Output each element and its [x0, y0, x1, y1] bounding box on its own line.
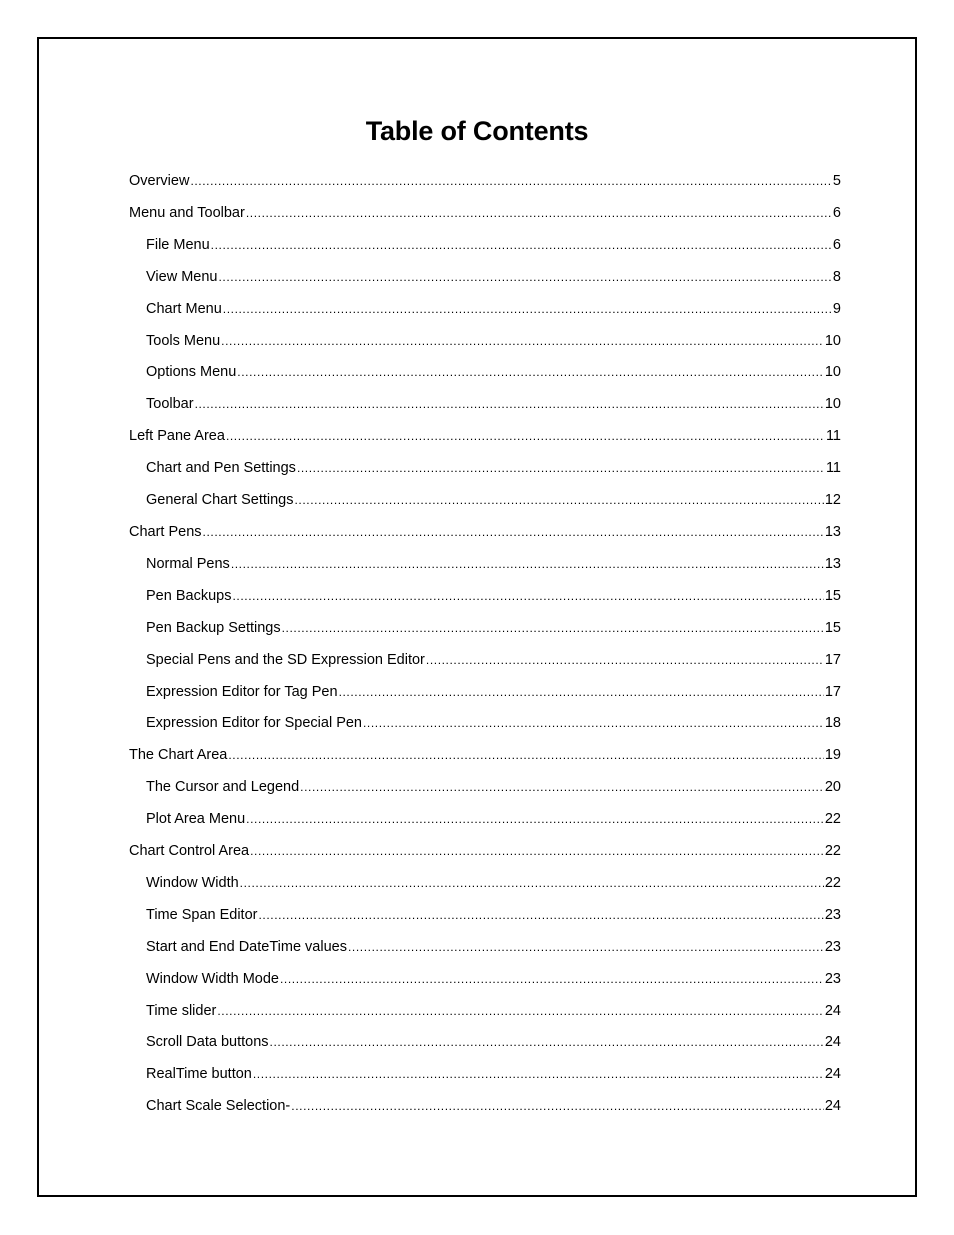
toc-entry-subsection[interactable] [129, 772, 841, 804]
toc-entry-page-number[interactable]: 22 [824, 874, 841, 891]
toc-entry-page-number[interactable]: 18 [824, 715, 841, 732]
toc-entry-label[interactable]: Pen Backup Settings [146, 619, 281, 636]
toc-dot-leader [363, 708, 824, 740]
toc-entry-page-number[interactable]: 13 [824, 555, 841, 572]
toc-entry-label[interactable]: RealTime button [146, 1066, 252, 1083]
toc-dot-leader [223, 294, 832, 326]
toc-entry-page-number[interactable]: 11 [825, 460, 841, 477]
toc-entry-label[interactable]: Overview [129, 173, 190, 189]
toc-entry-subsection[interactable] [129, 294, 841, 326]
toc-entry-page-number[interactable]: 10 [824, 396, 841, 413]
toc-entry-page-number[interactable]: 10 [824, 364, 841, 381]
toc-entry-section[interactable] [129, 198, 841, 230]
toc-entry-label[interactable]: Options Menu [146, 364, 237, 381]
toc-entry-page-number[interactable]: 22 [824, 843, 841, 860]
toc-dot-leader [282, 613, 824, 645]
toc-entry-page-number[interactable]: 23 [824, 938, 841, 955]
toc-entry-label[interactable]: Menu and Toolbar [129, 204, 245, 221]
toc-entry-page-number[interactable]: 9 [832, 300, 841, 317]
toc-entry-label[interactable]: Chart Pens [129, 523, 202, 540]
toc-dot-leader [190, 166, 831, 198]
toc-entry-section[interactable] [129, 836, 841, 868]
toc-entry-subsection[interactable] [129, 964, 841, 996]
toc-entry-label[interactable]: Expression Editor for Special Pen [146, 715, 362, 732]
toc-entry-section[interactable] [129, 166, 841, 198]
toc-dot-leader [339, 677, 824, 709]
toc-entry-section[interactable] [129, 421, 841, 453]
toc-entry-subsection[interactable] [129, 549, 841, 581]
toc-dot-leader [253, 1059, 824, 1091]
toc-dot-leader [295, 485, 824, 517]
toc-entry-label[interactable]: Left Pane Area [129, 428, 225, 445]
toc-entry-page-number[interactable]: 8 [832, 268, 841, 285]
toc-dot-leader [426, 645, 824, 677]
toc-entry-page-number[interactable]: 23 [824, 970, 841, 987]
toc-entry-subsection[interactable] [129, 262, 841, 294]
toc-entry-label[interactable]: Tools Menu [146, 332, 221, 349]
toc-entry-page-number[interactable]: 24 [824, 1002, 841, 1019]
toc-entry-subsection[interactable] [129, 708, 841, 740]
toc-entry-label[interactable]: View Menu [146, 268, 218, 285]
toc-entry-label[interactable]: Start and End DateTime values [146, 938, 347, 955]
toc-entry-page-number[interactable]: 10 [824, 332, 841, 349]
toc-entry-label[interactable]: General Chart Settings [146, 492, 294, 509]
toc-entry-page-number[interactable]: 24 [824, 1034, 841, 1051]
toc-entry-page-number[interactable]: 6 [832, 236, 841, 253]
toc-entry-subsection[interactable] [129, 485, 841, 517]
toc-entry-section[interactable] [129, 517, 841, 549]
toc-dot-leader [291, 1091, 824, 1123]
toc-dot-leader [270, 1027, 824, 1059]
toc-entry-subsection[interactable] [129, 453, 841, 485]
toc-entry-label[interactable]: Chart Scale Selection- [146, 1098, 291, 1115]
toc-entry-subsection[interactable] [129, 868, 841, 900]
toc-entry-subsection[interactable] [129, 1027, 841, 1059]
toc-entry-subsection[interactable] [129, 677, 841, 709]
toc-dot-leader [237, 357, 824, 389]
toc-entry-subsection[interactable] [129, 389, 841, 421]
toc-entry-subsection[interactable] [129, 613, 841, 645]
toc-entry-label[interactable]: Special Pens and the SD Expression Editor [146, 651, 425, 668]
toc-entry-label[interactable]: Toolbar [146, 396, 194, 413]
toc-dot-leader [228, 740, 824, 772]
toc-dot-leader [250, 836, 824, 868]
toc-dot-leader [240, 868, 824, 900]
toc-entry-page-number[interactable]: 11 [825, 428, 841, 445]
toc-dot-leader [348, 932, 824, 964]
toc-entry-page-number[interactable]: 15 [824, 587, 841, 604]
toc-entry-subsection[interactable] [129, 1059, 841, 1091]
toc-dot-leader [226, 421, 825, 453]
toc-entry-subsection[interactable] [129, 932, 841, 964]
toc-entry-subsection[interactable] [129, 804, 841, 836]
toc-entry-page-number[interactable]: 19 [824, 747, 841, 764]
toc-dot-leader [211, 230, 832, 262]
toc-entry-label[interactable]: Time Span Editor [146, 906, 258, 923]
toc-entry-subsection[interactable] [129, 1091, 841, 1123]
toc-entry-label[interactable]: Window Width [146, 874, 239, 891]
toc-entry-label[interactable]: Normal Pens [146, 555, 230, 572]
toc-entry-subsection[interactable] [129, 357, 841, 389]
toc-dot-leader [297, 453, 825, 485]
table-of-contents [129, 166, 841, 1123]
toc-entry-page-number[interactable]: 20 [824, 779, 841, 796]
toc-entry-label[interactable]: File Menu [146, 236, 210, 253]
toc-entry-label[interactable]: Pen Backups [146, 587, 232, 604]
toc-entry-page-number[interactable]: 13 [824, 523, 841, 540]
toc-entry-page-number[interactable]: 22 [824, 811, 841, 828]
toc-entry-subsection[interactable] [129, 645, 841, 677]
page-title: Table of Contents [365, 116, 589, 146]
toc-entry-label[interactable]: Plot Area Menu [146, 811, 246, 828]
toc-entry-subsection[interactable] [129, 581, 841, 613]
toc-dot-leader [218, 262, 831, 294]
toc-entry-page-number[interactable]: 24 [824, 1066, 841, 1083]
toc-entry-subsection[interactable] [129, 326, 841, 358]
toc-entry-page-number[interactable]: 15 [824, 619, 841, 636]
toc-dot-leader [232, 581, 823, 613]
toc-entry-label[interactable]: Time slider [146, 1002, 217, 1019]
toc-entry-label[interactable]: Chart Control Area [129, 843, 250, 860]
toc-dot-leader [246, 198, 832, 230]
toc-dot-leader [195, 389, 824, 421]
toc-dot-leader [203, 517, 824, 549]
toc-entry-subsection[interactable] [129, 230, 841, 262]
toc-entry-page-number[interactable]: 23 [824, 906, 841, 923]
toc-entry-subsection[interactable] [129, 900, 841, 932]
toc-entry-label[interactable]: Chart Menu [146, 300, 222, 317]
toc-entry-page-number[interactable]: 17 [824, 651, 841, 668]
toc-entry-label[interactable]: Chart and Pen Settings [146, 460, 296, 477]
toc-entry-label[interactable]: Window Width Mode [146, 970, 279, 987]
toc-entry-subsection[interactable] [129, 996, 841, 1028]
toc-dot-leader [246, 804, 824, 836]
toc-entry-label[interactable]: The Chart Area [129, 747, 228, 764]
toc-entry-page-number[interactable]: 17 [824, 683, 841, 700]
toc-dot-leader [217, 996, 823, 1028]
toc-entry-page-number[interactable]: 12 [824, 492, 841, 509]
toc-entry-label[interactable]: The Cursor and Legend [146, 779, 300, 796]
toc-entry-label[interactable]: Scroll Data buttons [146, 1034, 269, 1051]
toc-entry-section[interactable] [129, 740, 841, 772]
toc-dot-leader [258, 900, 823, 932]
toc-dot-leader [280, 964, 824, 996]
toc-dot-leader [300, 772, 824, 804]
toc-dot-leader [221, 326, 824, 358]
toc-entry-page-number[interactable]: 24 [824, 1098, 841, 1115]
toc-entry-label[interactable]: Expression Editor for Tag Pen [146, 683, 338, 700]
toc-entry-page-number[interactable]: 5 [832, 173, 841, 189]
toc-entry-page-number[interactable]: 6 [832, 204, 841, 221]
toc-dot-leader [231, 549, 824, 581]
